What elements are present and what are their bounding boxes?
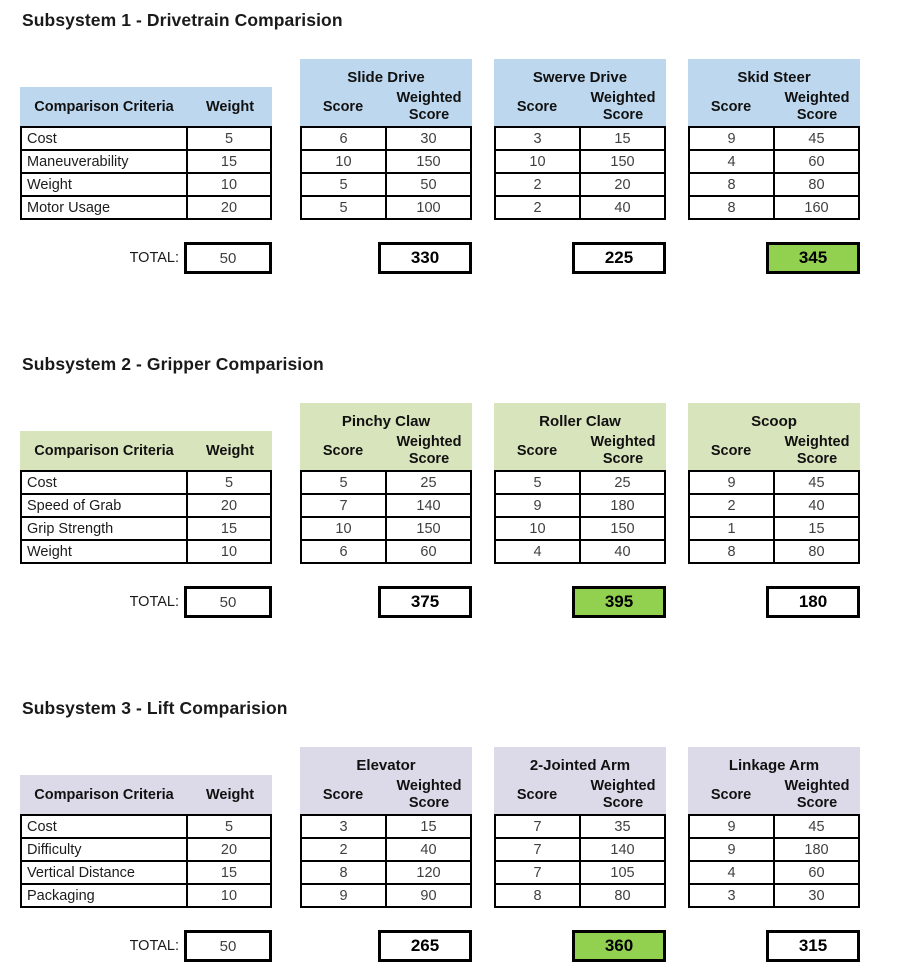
criteria-label-cell: Cost (20, 814, 188, 839)
option-table-body (688, 470, 860, 564)
option-row (688, 883, 860, 908)
score-value-cell: 8 (688, 539, 775, 564)
option-total-row (688, 242, 860, 274)
weight-header-label: Weight (205, 98, 255, 115)
criteria-table-body (20, 126, 272, 220)
criteria-row (20, 814, 272, 839)
score-value-cell: 2 (494, 195, 581, 220)
option-row (494, 837, 666, 862)
score-value-cell: 8 (494, 883, 581, 908)
weight-value-cell: 10 (186, 883, 272, 908)
option-table-header (688, 403, 860, 470)
criteria-label-cell: Grip Strength (20, 516, 188, 541)
option-row (688, 493, 860, 518)
weighted-value-cell: 45 (773, 126, 860, 151)
criteria-label-cell: Motor Usage (20, 195, 188, 220)
weighted-value-cell: 60 (773, 149, 860, 174)
weighted-value-cell: 25 (579, 470, 666, 495)
score-value-cell: 5 (300, 470, 387, 495)
criteria-table-header (20, 775, 272, 814)
score-value-cell: 9 (494, 493, 581, 518)
weighted-header-label: Weighted Score (396, 434, 462, 467)
score-value-cell: 4 (688, 860, 775, 885)
criteria-row (20, 539, 272, 564)
weight-header-label: Weight (205, 442, 255, 459)
weighted-value-cell: 80 (579, 883, 666, 908)
weighted-value-cell: 50 (385, 172, 472, 197)
weighted-header-label: Weighted Score (784, 778, 850, 811)
option-name: Skid Steer (688, 59, 860, 87)
criteria-table-body (20, 470, 272, 564)
option-table (300, 403, 472, 618)
weighted-value-cell: 25 (385, 470, 472, 495)
score-value-cell: 5 (300, 195, 387, 220)
score-value-cell: 2 (688, 493, 775, 518)
weighted-value-cell: 150 (579, 516, 666, 541)
option-table-header (494, 59, 666, 126)
option-row (494, 883, 666, 908)
option-row (688, 837, 860, 862)
criteria-row (20, 172, 272, 197)
weighted-header-label: Weighted Score (590, 434, 656, 467)
option-name: Slide Drive (300, 59, 472, 87)
option-row (494, 493, 666, 518)
option-total-value: 360 (572, 930, 666, 962)
weight-value-cell: 20 (186, 493, 272, 518)
score-value-cell: 7 (494, 814, 581, 839)
score-value-cell: 3 (688, 883, 775, 908)
weighted-header-label: Weighted Score (590, 778, 656, 811)
option-row (688, 149, 860, 174)
score-value-cell: 6 (300, 126, 387, 151)
option-row (688, 860, 860, 885)
option-table (494, 403, 666, 618)
criteria-label-cell: Cost (20, 470, 188, 495)
score-header-label: Score (710, 442, 752, 459)
score-header-label: Score (710, 786, 752, 803)
option-subheader (688, 431, 860, 470)
option-total-value: 395 (572, 586, 666, 618)
comparison-criteria-table (20, 431, 272, 618)
option-total-value: 225 (572, 242, 666, 274)
option-total-row (300, 930, 472, 962)
weight-value-cell: 5 (186, 470, 272, 495)
option-table (494, 59, 666, 274)
score-header-label: Score (710, 98, 752, 115)
option-table-body (688, 814, 860, 908)
option-row (300, 860, 472, 885)
option-row (494, 126, 666, 151)
weight-total-value: 50 (184, 242, 272, 274)
option-table-header (300, 747, 472, 814)
weight-total-row (20, 930, 272, 962)
tables-row (20, 403, 901, 618)
option-table-body (300, 470, 472, 564)
weighted-value-cell: 40 (579, 195, 666, 220)
tables-row (20, 747, 901, 962)
weighted-header-label: Weighted Score (784, 90, 850, 123)
option-table (300, 59, 472, 274)
criteria-table-body (20, 814, 272, 908)
weighted-value-cell: 100 (385, 195, 472, 220)
weighted-value-cell: 40 (773, 493, 860, 518)
option-row (494, 516, 666, 541)
weighted-value-cell: 60 (385, 539, 472, 564)
option-total-row (494, 930, 666, 962)
tables-row (20, 59, 901, 274)
score-value-cell: 9 (688, 814, 775, 839)
score-header-label: Score (516, 786, 558, 803)
option-row (494, 470, 666, 495)
option-table-header (494, 747, 666, 814)
weighted-value-cell: 140 (385, 493, 472, 518)
weighted-value-cell: 30 (385, 126, 472, 151)
criteria-row (20, 470, 272, 495)
option-table-body (494, 470, 666, 564)
weight-total-row (20, 586, 272, 618)
score-value-cell: 5 (300, 172, 387, 197)
option-row (300, 149, 472, 174)
option-row (494, 195, 666, 220)
option-table-header (494, 403, 666, 470)
option-row (300, 883, 472, 908)
option-table-body (494, 126, 666, 220)
option-total-row (494, 242, 666, 274)
criteria-label-cell: Maneuverability (20, 149, 188, 174)
weighted-header-label: Weighted Score (396, 90, 462, 123)
weighted-value-cell: 35 (579, 814, 666, 839)
weighted-value-cell: 40 (579, 539, 666, 564)
section-title: Subsystem 2 - Gripper Comparision (22, 354, 324, 374)
option-subheader (494, 431, 666, 470)
weighted-value-cell: 45 (773, 814, 860, 839)
comparison-criteria-table (20, 775, 272, 962)
weighted-value-cell: 150 (385, 516, 472, 541)
option-table-body (300, 814, 472, 908)
weight-value-cell: 5 (186, 814, 272, 839)
criteria-label-cell: Weight (20, 539, 188, 564)
option-name: Swerve Drive (494, 59, 666, 87)
score-value-cell: 4 (688, 149, 775, 174)
option-name: Elevator (300, 747, 472, 775)
option-row (688, 539, 860, 564)
option-row (688, 516, 860, 541)
total-label: TOTAL: (129, 250, 179, 266)
weighted-value-cell: 60 (773, 860, 860, 885)
subsystem-section (20, 698, 901, 962)
weighted-value-cell: 45 (773, 470, 860, 495)
score-header-label: Score (322, 442, 364, 459)
criteria-label-cell: Difficulty (20, 837, 188, 862)
option-name: Pinchy Claw (300, 403, 472, 431)
score-value-cell: 8 (688, 172, 775, 197)
criteria-row (20, 126, 272, 151)
weighted-value-cell: 180 (773, 837, 860, 862)
option-name: Roller Claw (494, 403, 666, 431)
total-label: TOTAL: (129, 594, 179, 610)
option-table (688, 59, 860, 274)
weighted-value-cell: 15 (773, 516, 860, 541)
weighted-value-cell: 20 (579, 172, 666, 197)
weighted-value-cell: 80 (773, 172, 860, 197)
weight-total-value: 50 (184, 930, 272, 962)
weighted-value-cell: 105 (579, 860, 666, 885)
criteria-header-label: Comparison Criteria (34, 786, 174, 803)
option-row (300, 172, 472, 197)
weighted-value-cell: 30 (773, 883, 860, 908)
option-total-value: 265 (378, 930, 472, 962)
score-value-cell: 9 (300, 883, 387, 908)
criteria-row (20, 860, 272, 885)
score-value-cell: 5 (494, 470, 581, 495)
option-row (300, 195, 472, 220)
criteria-row (20, 837, 272, 862)
score-value-cell: 9 (688, 470, 775, 495)
option-row (494, 172, 666, 197)
weighted-header-label: Weighted Score (590, 90, 656, 123)
weighted-value-cell: 140 (579, 837, 666, 862)
weight-value-cell: 20 (186, 195, 272, 220)
criteria-table-header (20, 431, 272, 470)
criteria-row (20, 493, 272, 518)
option-subheader (300, 87, 472, 126)
score-value-cell: 9 (688, 126, 775, 151)
score-header-label: Score (516, 442, 558, 459)
score-value-cell: 3 (300, 814, 387, 839)
criteria-label-cell: Cost (20, 126, 188, 151)
option-total-value: 345 (766, 242, 860, 274)
subsystem-section (20, 10, 901, 274)
option-subheader (300, 775, 472, 814)
criteria-row (20, 195, 272, 220)
option-table-header (688, 747, 860, 814)
score-value-cell: 7 (494, 837, 581, 862)
score-value-cell: 1 (688, 516, 775, 541)
weight-total-row (20, 242, 272, 274)
criteria-table-header (20, 87, 272, 126)
option-row (300, 126, 472, 151)
score-value-cell: 6 (300, 539, 387, 564)
section-title: Subsystem 3 - Lift Comparision (22, 698, 288, 718)
criteria-label-cell: Vertical Distance (20, 860, 188, 885)
criteria-header-label: Comparison Criteria (34, 442, 174, 459)
score-value-cell: 10 (494, 149, 581, 174)
sections-root (20, 10, 901, 962)
option-table (300, 747, 472, 962)
option-subheader (300, 431, 472, 470)
option-table-body (300, 126, 472, 220)
weighted-value-cell: 150 (579, 149, 666, 174)
subsystem-section (20, 354, 901, 618)
weighted-value-cell: 120 (385, 860, 472, 885)
weighted-value-cell: 15 (579, 126, 666, 151)
option-total-row (688, 586, 860, 618)
option-row (300, 837, 472, 862)
score-header-label: Score (322, 786, 364, 803)
weighted-value-cell: 150 (385, 149, 472, 174)
score-value-cell: 4 (494, 539, 581, 564)
weight-value-cell: 15 (186, 149, 272, 174)
weight-value-cell: 5 (186, 126, 272, 151)
option-row (688, 172, 860, 197)
option-total-value: 330 (378, 242, 472, 274)
score-value-cell: 7 (494, 860, 581, 885)
option-row (300, 493, 472, 518)
option-row (688, 814, 860, 839)
criteria-label-cell: Weight (20, 172, 188, 197)
weight-value-cell: 10 (186, 172, 272, 197)
score-header-label: Score (516, 98, 558, 115)
option-row (688, 470, 860, 495)
option-subheader (688, 87, 860, 126)
option-table-header (300, 403, 472, 470)
option-subheader (688, 775, 860, 814)
option-row (494, 814, 666, 839)
option-total-row (300, 242, 472, 274)
weight-value-cell: 15 (186, 516, 272, 541)
weight-value-cell: 15 (186, 860, 272, 885)
criteria-header-label: Comparison Criteria (34, 98, 174, 115)
weighted-value-cell: 80 (773, 539, 860, 564)
option-table-body (494, 814, 666, 908)
score-value-cell: 7 (300, 493, 387, 518)
score-value-cell: 2 (494, 172, 581, 197)
criteria-row (20, 883, 272, 908)
weighted-header-label: Weighted Score (784, 434, 850, 467)
score-value-cell: 8 (688, 195, 775, 220)
criteria-label-cell: Packaging (20, 883, 188, 908)
weighted-value-cell: 90 (385, 883, 472, 908)
criteria-row (20, 149, 272, 174)
weighted-value-cell: 40 (385, 837, 472, 862)
score-value-cell: 9 (688, 837, 775, 862)
option-table-body (688, 126, 860, 220)
score-value-cell: 10 (300, 516, 387, 541)
option-total-row (688, 930, 860, 962)
score-value-cell: 2 (300, 837, 387, 862)
option-name: Linkage Arm (688, 747, 860, 775)
option-table-header (300, 59, 472, 126)
option-table-header (688, 59, 860, 126)
option-row (300, 814, 472, 839)
weighted-value-cell: 160 (773, 195, 860, 220)
option-row (688, 195, 860, 220)
score-value-cell: 10 (494, 516, 581, 541)
option-table (688, 747, 860, 962)
weight-value-cell: 10 (186, 539, 272, 564)
option-row (300, 470, 472, 495)
option-total-row (494, 586, 666, 618)
section-title: Subsystem 1 - Drivetrain Comparision (22, 10, 343, 30)
weight-value-cell: 20 (186, 837, 272, 862)
option-row (300, 539, 472, 564)
option-row (494, 860, 666, 885)
option-table (688, 403, 860, 618)
option-subheader (494, 87, 666, 126)
weighted-value-cell: 180 (579, 493, 666, 518)
option-total-value: 315 (766, 930, 860, 962)
option-row (688, 126, 860, 151)
score-value-cell: 3 (494, 126, 581, 151)
option-subheader (494, 775, 666, 814)
score-header-label: Score (322, 98, 364, 115)
weight-total-value: 50 (184, 586, 272, 618)
weight-header-label: Weight (205, 786, 255, 803)
option-row (300, 516, 472, 541)
score-value-cell: 10 (300, 149, 387, 174)
option-total-value: 180 (766, 586, 860, 618)
weighted-value-cell: 15 (385, 814, 472, 839)
option-row (494, 539, 666, 564)
comparison-criteria-table (20, 87, 272, 274)
criteria-row (20, 516, 272, 541)
option-table (494, 747, 666, 962)
criteria-label-cell: Speed of Grab (20, 493, 188, 518)
option-name: 2-Jointed Arm (494, 747, 666, 775)
score-value-cell: 8 (300, 860, 387, 885)
option-total-value: 375 (378, 586, 472, 618)
total-label: TOTAL: (129, 938, 179, 954)
option-row (494, 149, 666, 174)
option-name: Scoop (688, 403, 860, 431)
weighted-header-label: Weighted Score (396, 778, 462, 811)
option-total-row (300, 586, 472, 618)
